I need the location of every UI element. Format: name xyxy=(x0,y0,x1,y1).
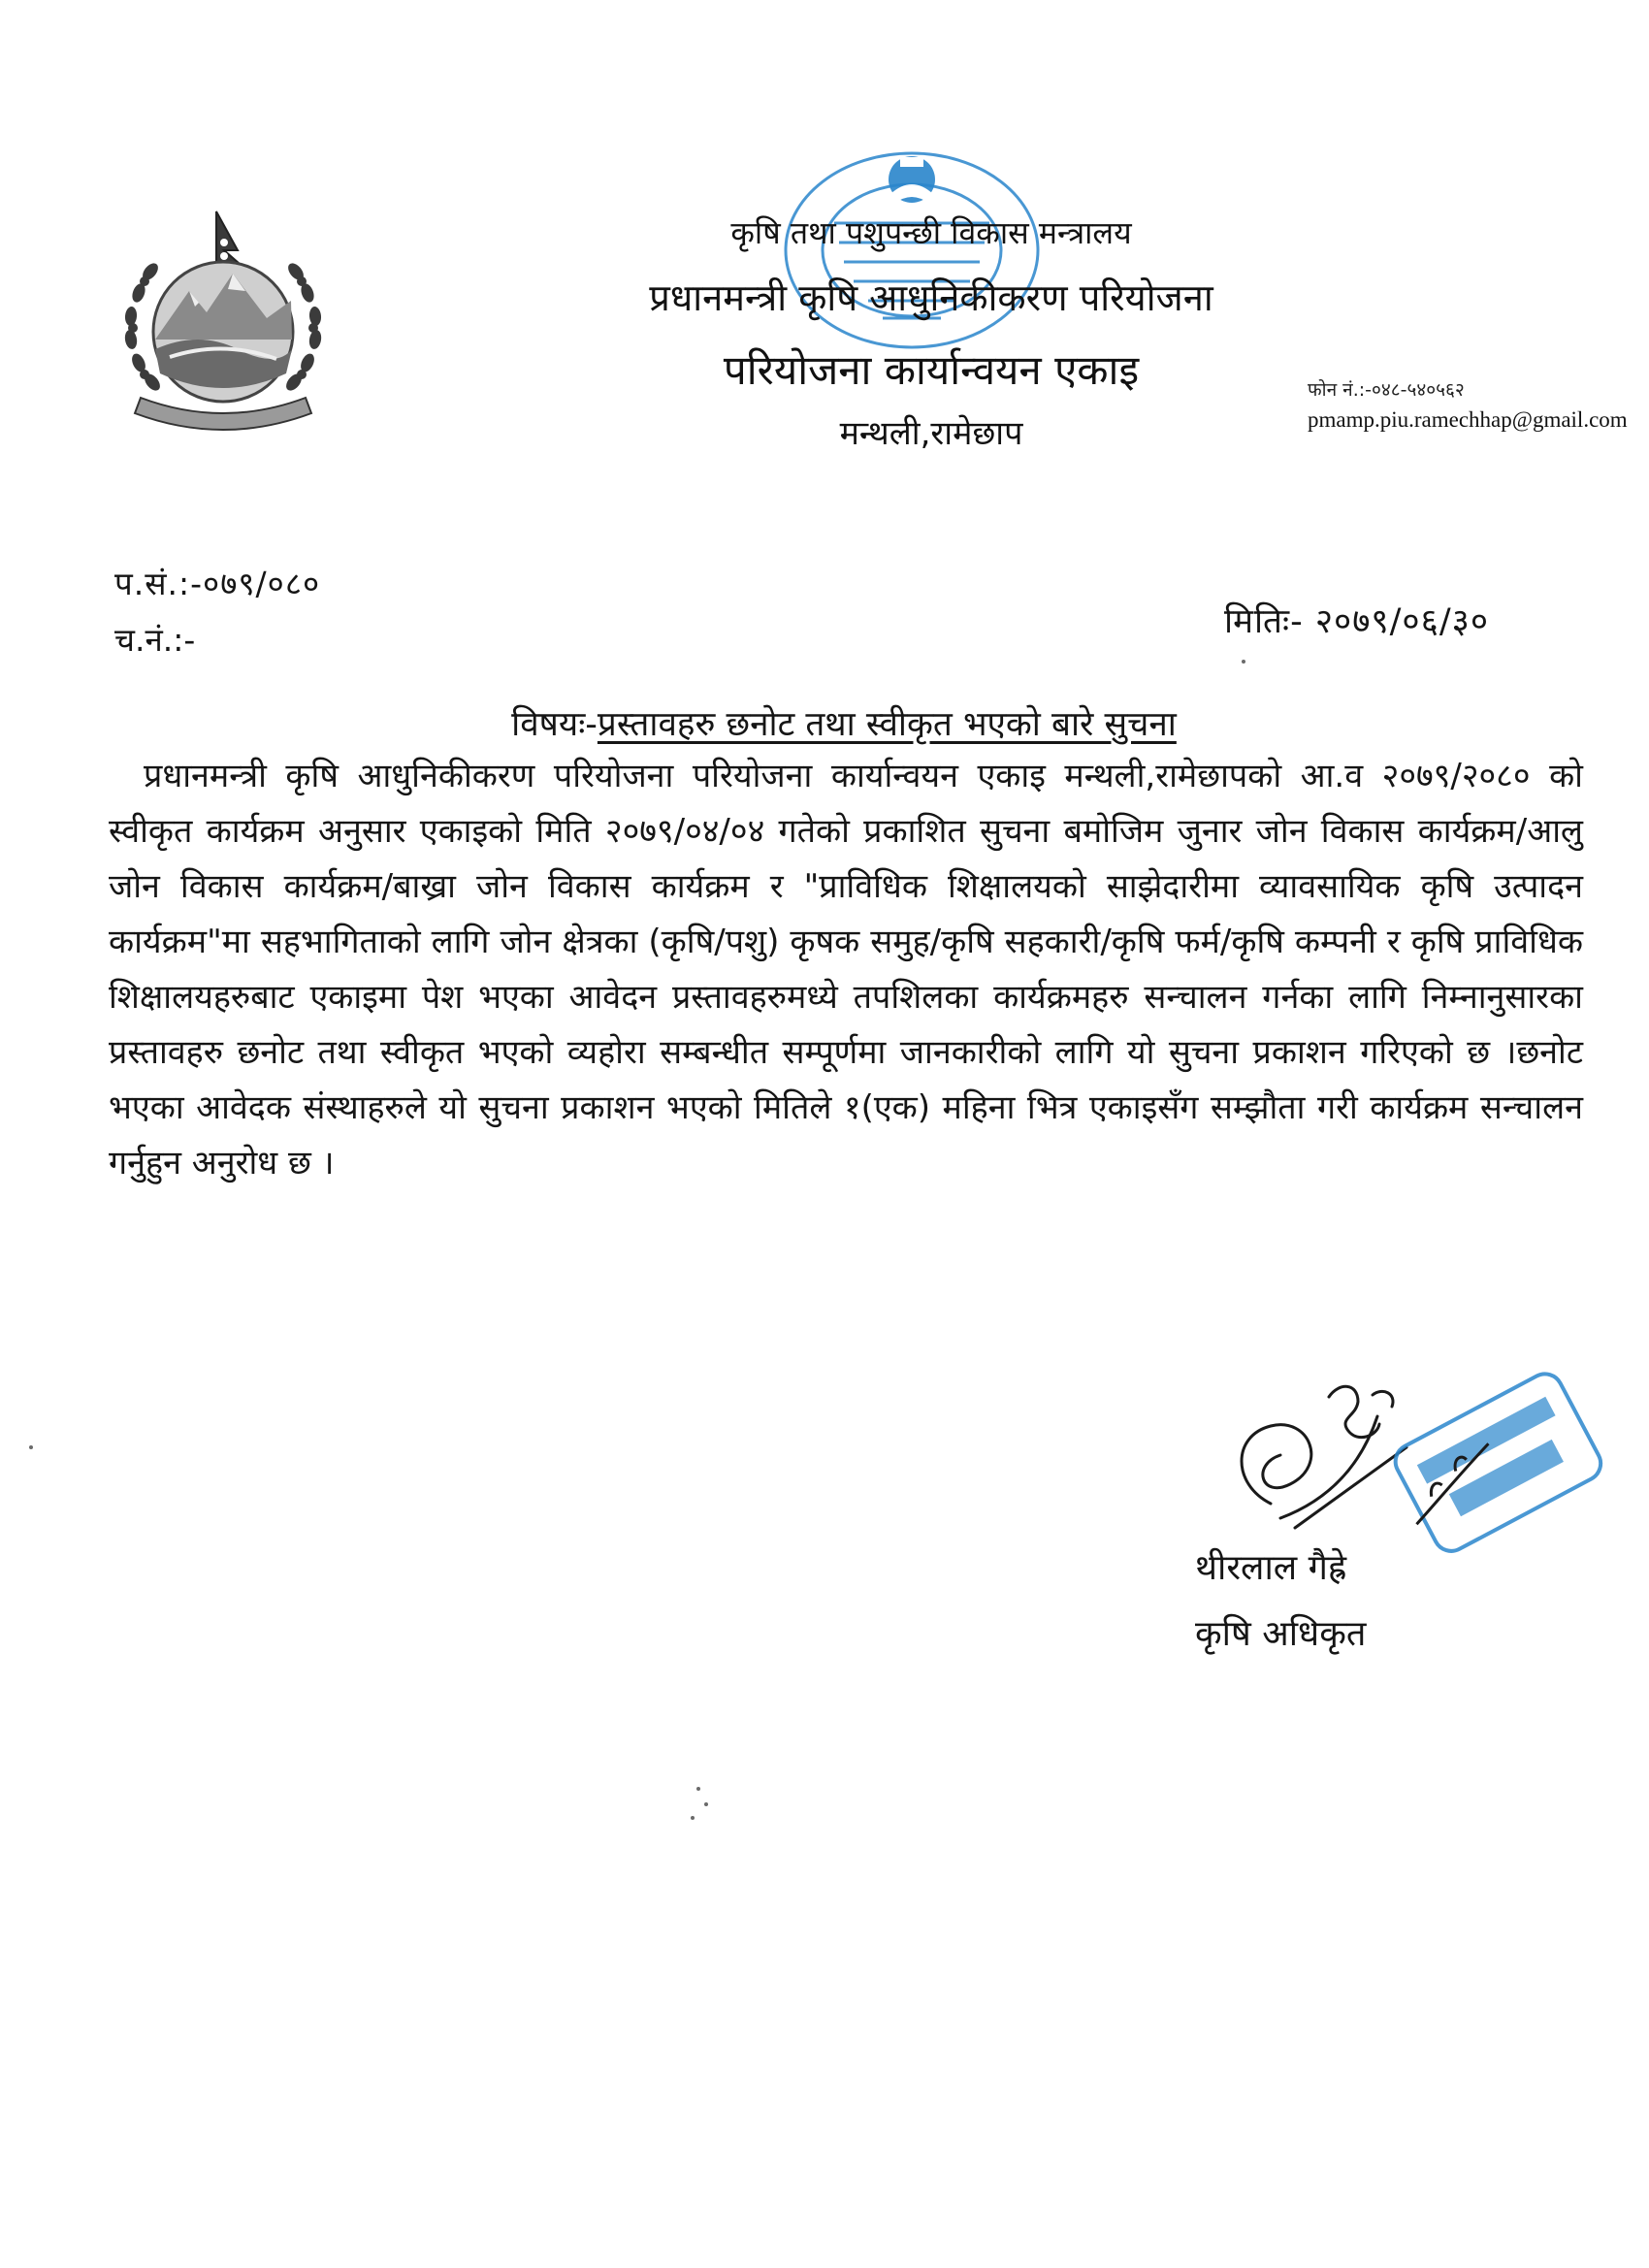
email-address: pmamp.piu.ramechhap@gmail.com xyxy=(1308,407,1628,432)
signatory-name: थीरलाल गैह्रे xyxy=(1195,1548,1347,1588)
scan-speck xyxy=(704,1802,708,1806)
subject-prefix: विषयः- xyxy=(511,705,598,744)
letter-date: मितिः- २०७९/०६/३० xyxy=(1224,602,1490,641)
subject-line xyxy=(0,700,1649,746)
letter-number: प.सं.:-०७९/०८० xyxy=(114,565,321,602)
signatory-stamp-svg xyxy=(1368,1353,1620,1576)
notice-body: प्रधानमन्त्री कृषि आधुनिकीकरण परियोजना परियोजना कार्यान्वयन एकाइ मन्थली,रामेछापको आ.व २०७९/२०८० को स्वीकृत कार्यक्रम अनुसार एकाइको मिति २०७९/०४/०४ गतेको प्रकाशित सुचना बमोजिम जुनार जोन विकास कार्यक्रम/आलु जोन विकास कार्यक्रम/बाख्रा जोन विकास कार्यक्रम र "प्राविधिक शिक्षालयको साझेदारीमा व्यावसायिक कृषि उत्पादन कार्यक्रम"मा सहभागिताको लागि जोन क्षेत्रका (कृषि/पशु) कृषक समुह/कृषि सहकारी/कृषि फर्म/कृषि कम्पनी र कृषि प्राविधिक शिक्षालयहरुबाट एकाइमा पेश भएका आवेदन प्रस्तावहरुमध्ये तपशिलका कार्यक्रमहरु सन्चालन गर्नका लागि निम्नानुसारका प्रस्तावहरु छनोट तथा स्वीकृत भएको व्यहोरा सम्बन्धीत सम्पूर्णमा जानकारीको लागि यो सुचना प्रकाशन गरिएको छ ।छनोट भएका आवेदक संस्थाहरुले यो सुचना प्रकाशन भएको मितिले १(एक) महिना भित्र एकाइसँग सम्झौता गरी कार्यक्रम सन्चालन गर्नुहुन अनुरोध छ । xyxy=(109,757,1583,1183)
signatory-stamp xyxy=(1368,1353,1620,1576)
dispatch-number: च.नं.:- xyxy=(114,621,196,659)
phone-number: फोन नं.:-०४८-५४०५६२ xyxy=(1308,379,1465,401)
ministry-name: कृषि तथा पशुपन्छी विकास मन्त्रालय xyxy=(730,214,1132,251)
scan-speck xyxy=(1242,660,1245,664)
project-name: प्रधानमन्त्री कृषि आधुनिकीकरण परियोजना xyxy=(649,276,1213,319)
subject-text: प्रस्तावहरु छनोट तथा स्वीकृत भएको बारे सुचना xyxy=(597,705,1177,744)
office-location: मन्थली,रामेछाप xyxy=(839,414,1023,453)
signatory-designation: कृषि अधिकृत xyxy=(1195,1614,1367,1654)
unit-name: परियोजना कार्यान्वयन एकाइ xyxy=(723,346,1140,394)
scan-speck xyxy=(29,1445,33,1449)
scan-speck xyxy=(691,1816,695,1820)
scan-speck xyxy=(696,1787,700,1791)
